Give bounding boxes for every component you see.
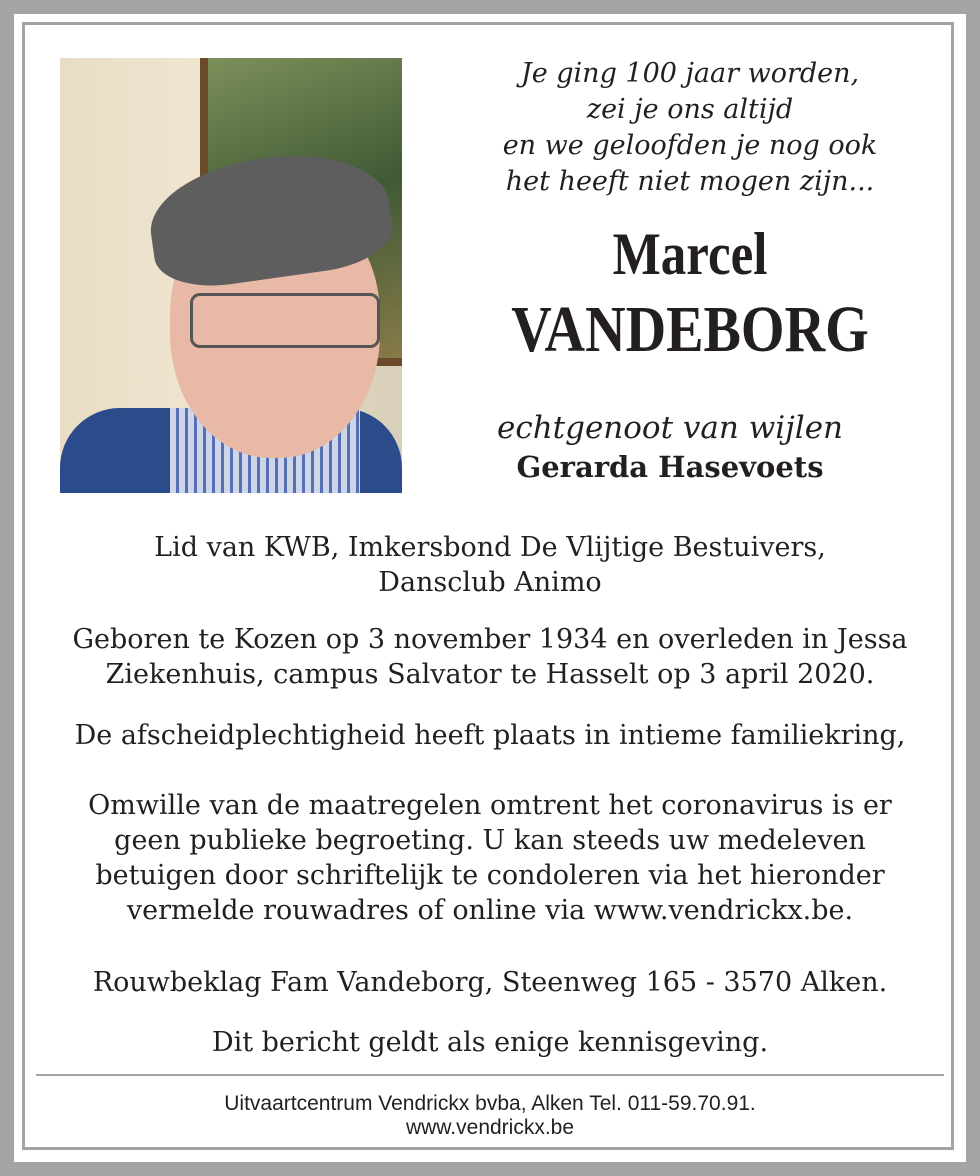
spouse-label: echtgenoot van wijlen xyxy=(496,410,844,446)
poem-line: en we geloofden je nog ook xyxy=(502,130,878,161)
covid-line: Omwille van de maatregelen omtrent het coronavirus is er xyxy=(88,790,892,821)
birth-death xyxy=(40,622,940,692)
memberships-line: Dansclub Animo xyxy=(378,567,602,598)
funeral-home: Uitvaartcentrum Vendrickx bvba, Alken Tel. 011-59.70.91. xyxy=(224,1092,756,1115)
covid-notice xyxy=(40,788,940,928)
memberships xyxy=(40,530,940,600)
memberships-line: Lid van KWB, Imkersbond De Vlijtige Bestuivers, xyxy=(154,532,826,563)
condolence-address: Rouwbeklag Fam Vandeborg, Steenweg 165 - 3570 Alken. xyxy=(92,967,888,998)
glasses xyxy=(190,293,380,348)
first-name: Marcel xyxy=(612,221,768,287)
ceremony: De afscheidplechtigheid heeft plaats in intieme familiekring, xyxy=(74,720,906,751)
covid-line: vermelde rouwadres of online via www.vendrickx.be. xyxy=(126,895,854,926)
poem-line: het heeft niet mogen zijn... xyxy=(505,166,875,197)
poem xyxy=(440,56,940,200)
notice: Dit bericht geldt als enige kennisgeving. xyxy=(211,1027,769,1058)
funeral-home-website[interactable]: www.vendrickx.be xyxy=(405,1116,575,1139)
poem-line: zei je ons altijd xyxy=(586,94,794,125)
divider xyxy=(36,1074,944,1076)
spouse-name: Gerarda Hasevoets xyxy=(516,450,824,484)
last-name: VANDEBORG xyxy=(511,293,869,366)
poem-line: Je ging 100 jaar worden, xyxy=(520,58,860,89)
birth-death-line: Geboren te Kozen op 3 november 1934 en overleden in Jessa xyxy=(72,624,908,655)
covid-line: geen publieke begroeting. U kan steeds uw medeleven xyxy=(114,825,866,856)
birth-death-line: Ziekenhuis, campus Salvator te Hasselt op 3 april 2020. xyxy=(105,659,875,690)
portrait-photo xyxy=(60,58,402,493)
covid-line: betuigen door schriftelijk te condoleren via het hieronder xyxy=(95,860,885,891)
